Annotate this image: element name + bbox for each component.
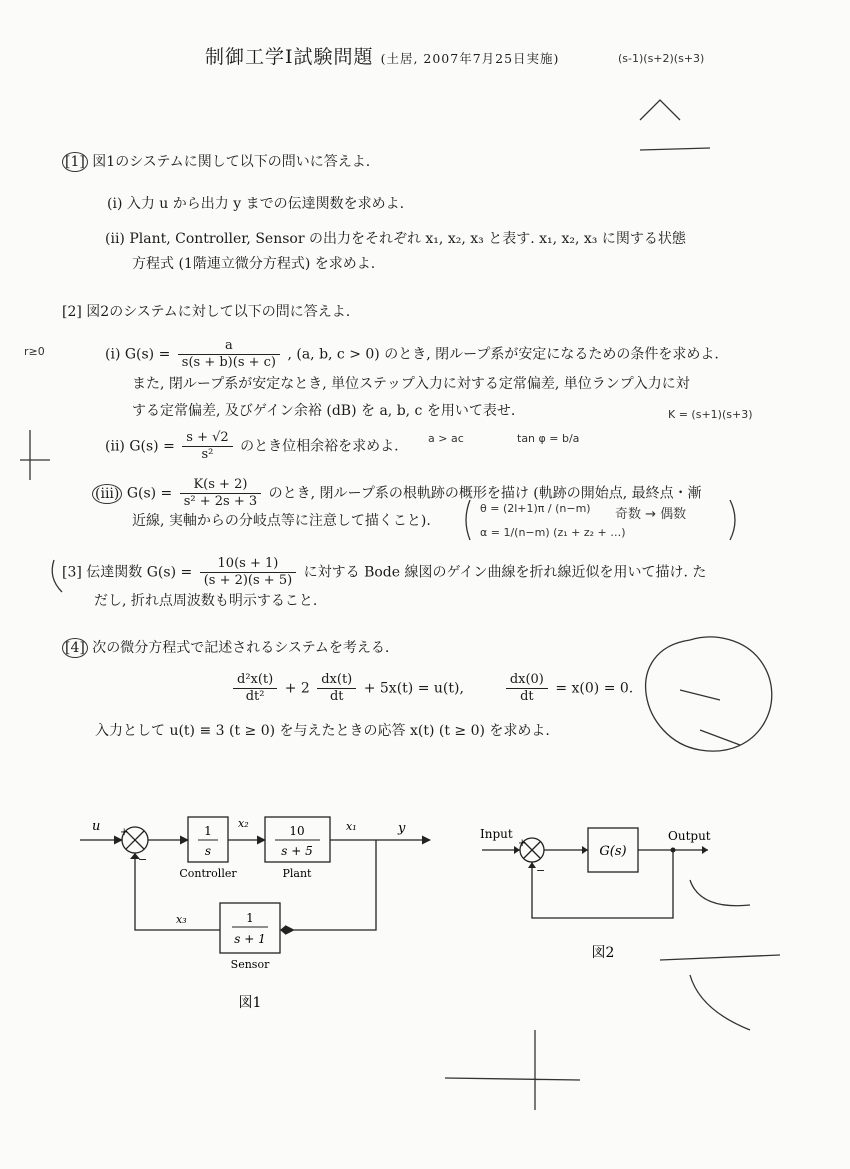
handwriting-alpha: α = 1/(n−m) (z₁ + z₂ + …): [480, 526, 626, 539]
right-curve-sketch-2: [690, 975, 750, 1030]
sensor-den: s + 1: [234, 932, 266, 946]
question-2-i-line3: する定常偏差, 及びゲイン余裕 (dB) を a, b, c を用いて表せ.: [132, 403, 516, 419]
handwriting-note-ac: a > ac: [428, 432, 464, 445]
fig2-sum-minus: −: [536, 864, 546, 877]
question-3-fraction: $\frac{10(s + 1)}{(s + 2)(s + 5)}$: [200, 556, 297, 589]
fig2-block-gs: G(s): [599, 844, 627, 859]
exam-date-note: (土居, 2007年7月25日実施): [380, 51, 560, 66]
plant-label: Plant: [282, 867, 312, 880]
right-curve-sketch: [690, 880, 750, 906]
top-arrow-sketch: [640, 100, 680, 120]
fig1-sum-plus: +: [120, 827, 129, 838]
question-2-i: (i) G(s) = $\frac{a}{s(s + b)(s + c)}$ , (a, b, c > 0) のとき, 閉ループ系が安定になるための条件を求めよ.: [105, 338, 719, 370]
question-3-line2: だし, 折れ点周波数も明示すること.: [94, 593, 318, 609]
handwriting-note-tan: tan φ = b/a: [517, 432, 580, 445]
question-2-iii-line2: 近線, 実軸からの分岐点等に注意して描くこと).: [132, 513, 431, 529]
question-4-label: [4]: [62, 638, 88, 658]
bracket-left: [466, 500, 470, 540]
handwriting-odd-even: 奇数 → 偶数: [615, 507, 687, 522]
question-1-ii-line1: (ii) Plant, Controller, Sensor の出力をそれぞれ x₁, x₂, x₃ と表す. x₁, x₂, x₃ に関する状態: [105, 231, 686, 247]
question-2-label: [2]: [62, 304, 82, 320]
controller-num: 1: [204, 824, 212, 838]
question-2-i-line2: また, 閉ループ系が安定なとき, 単位ステップ入力に対する定常偏差, 単位ランプ入力に対: [132, 376, 690, 392]
question-2-ii: (ii) G(s) = $\frac{s + √2}{\text{s²}}$ のとき位相余裕を求めよ.: [105, 430, 399, 462]
sensor-num: 1: [246, 911, 254, 925]
question-2-ii-fraction: $\frac{s + √2}{\text{s²}}$: [182, 430, 232, 463]
question-4-equation: $\frac{\text{d²x(t)}}{\text{dt²}}$ + 2 $\frac{dx(t)}{dt}$ + 5x(t) = u(t), $\frac{dx(0)}{dt}$ = x(0) = 0.: [230, 672, 633, 705]
circle-scribbles: [680, 690, 740, 745]
question-2-iii-fraction: $\frac{K(s + 2)}{\text{s² + 2s + 3}}$: [180, 477, 261, 510]
margin-arc-sketch: [52, 560, 62, 592]
handwriting-theta: θ = (2l+1)π / (n−m): [480, 502, 591, 515]
handwriting-note-right: K = (s+1)(s+3): [668, 408, 753, 421]
fig2-input-label: Input: [480, 827, 513, 841]
question-3: [3] 伝達関数 G(s) = $\frac{10(s + 1)}{(s + 2)(s + 5)}$ に対する Bode 線図のゲイン曲線を折れ線近似を用いて描け. た: [62, 556, 707, 588]
handwriting-top-right: (s-1)(s+2)(s+3): [618, 52, 705, 65]
figure-1-caption: 図1: [238, 995, 262, 1011]
question-4-line2: 入力として u(t) ≡ 3 (t ≥ 0) を与えたときの応答 x(t) (t ≥ 0) を求めよ.: [95, 723, 550, 739]
plant-den: s + 5: [281, 844, 313, 858]
question-1-i: (i) 入力 u から出力 y までの伝達関数を求めよ.: [107, 196, 405, 212]
plant-num: 10: [289, 824, 305, 838]
bottom-axes-sketch: [445, 1030, 580, 1110]
fig2-sum-plus: +: [518, 838, 527, 849]
signal-x1: x₁: [346, 820, 357, 833]
right-line-sketch: [660, 955, 780, 960]
circle-sketch: [646, 637, 772, 751]
fig1-input-u: u: [92, 819, 101, 834]
top-line-sketch: [640, 148, 710, 150]
sensor-label: Sensor: [230, 958, 270, 971]
bracket-right: [730, 500, 735, 540]
fig1-output-y: y: [398, 821, 406, 836]
question-2-text: 図2のシステムに対して以下の問に答えよ.: [86, 304, 351, 320]
handwriting-margin-note: r≥0: [24, 345, 45, 358]
question-2-iii: (iii) G(s) = $\frac{K(s + 2)}{\text{s² + 2s + 3}}$ のとき, 閉ループ系の根軌跡の概形を描け (軌跡の開始点, 最終点・漸: [92, 477, 702, 510]
signal-x2: x₂: [238, 817, 249, 830]
figure-2-caption: 図2: [591, 945, 615, 961]
question-1-ii-line2: 方程式 (1階連立微分方程式) を求めよ.: [132, 256, 376, 272]
fig2-output-label: Output: [668, 829, 711, 843]
question-4: [4] 次の微分方程式で記述されるシステムを考える.: [62, 638, 389, 658]
controller-den: s: [204, 844, 212, 858]
signal-x3: x₃: [176, 913, 187, 926]
fig1-sum-minus: −: [138, 853, 148, 866]
question-2-i-fraction: $\frac{a}{s(s + b)(s + c)}$: [178, 338, 280, 371]
question-1-label: [1]: [62, 152, 88, 172]
question-1-text: 図1のシステムに関して以下の問いに答えよ.: [92, 154, 371, 170]
margin-axis-sketch: [20, 430, 50, 480]
question-3-label: [3]: [62, 564, 82, 581]
controller-label: Controller: [179, 867, 237, 880]
exam-title: 制御工学Ⅰ試験問題 (土居, 2007年7月25日実施): [205, 46, 560, 68]
